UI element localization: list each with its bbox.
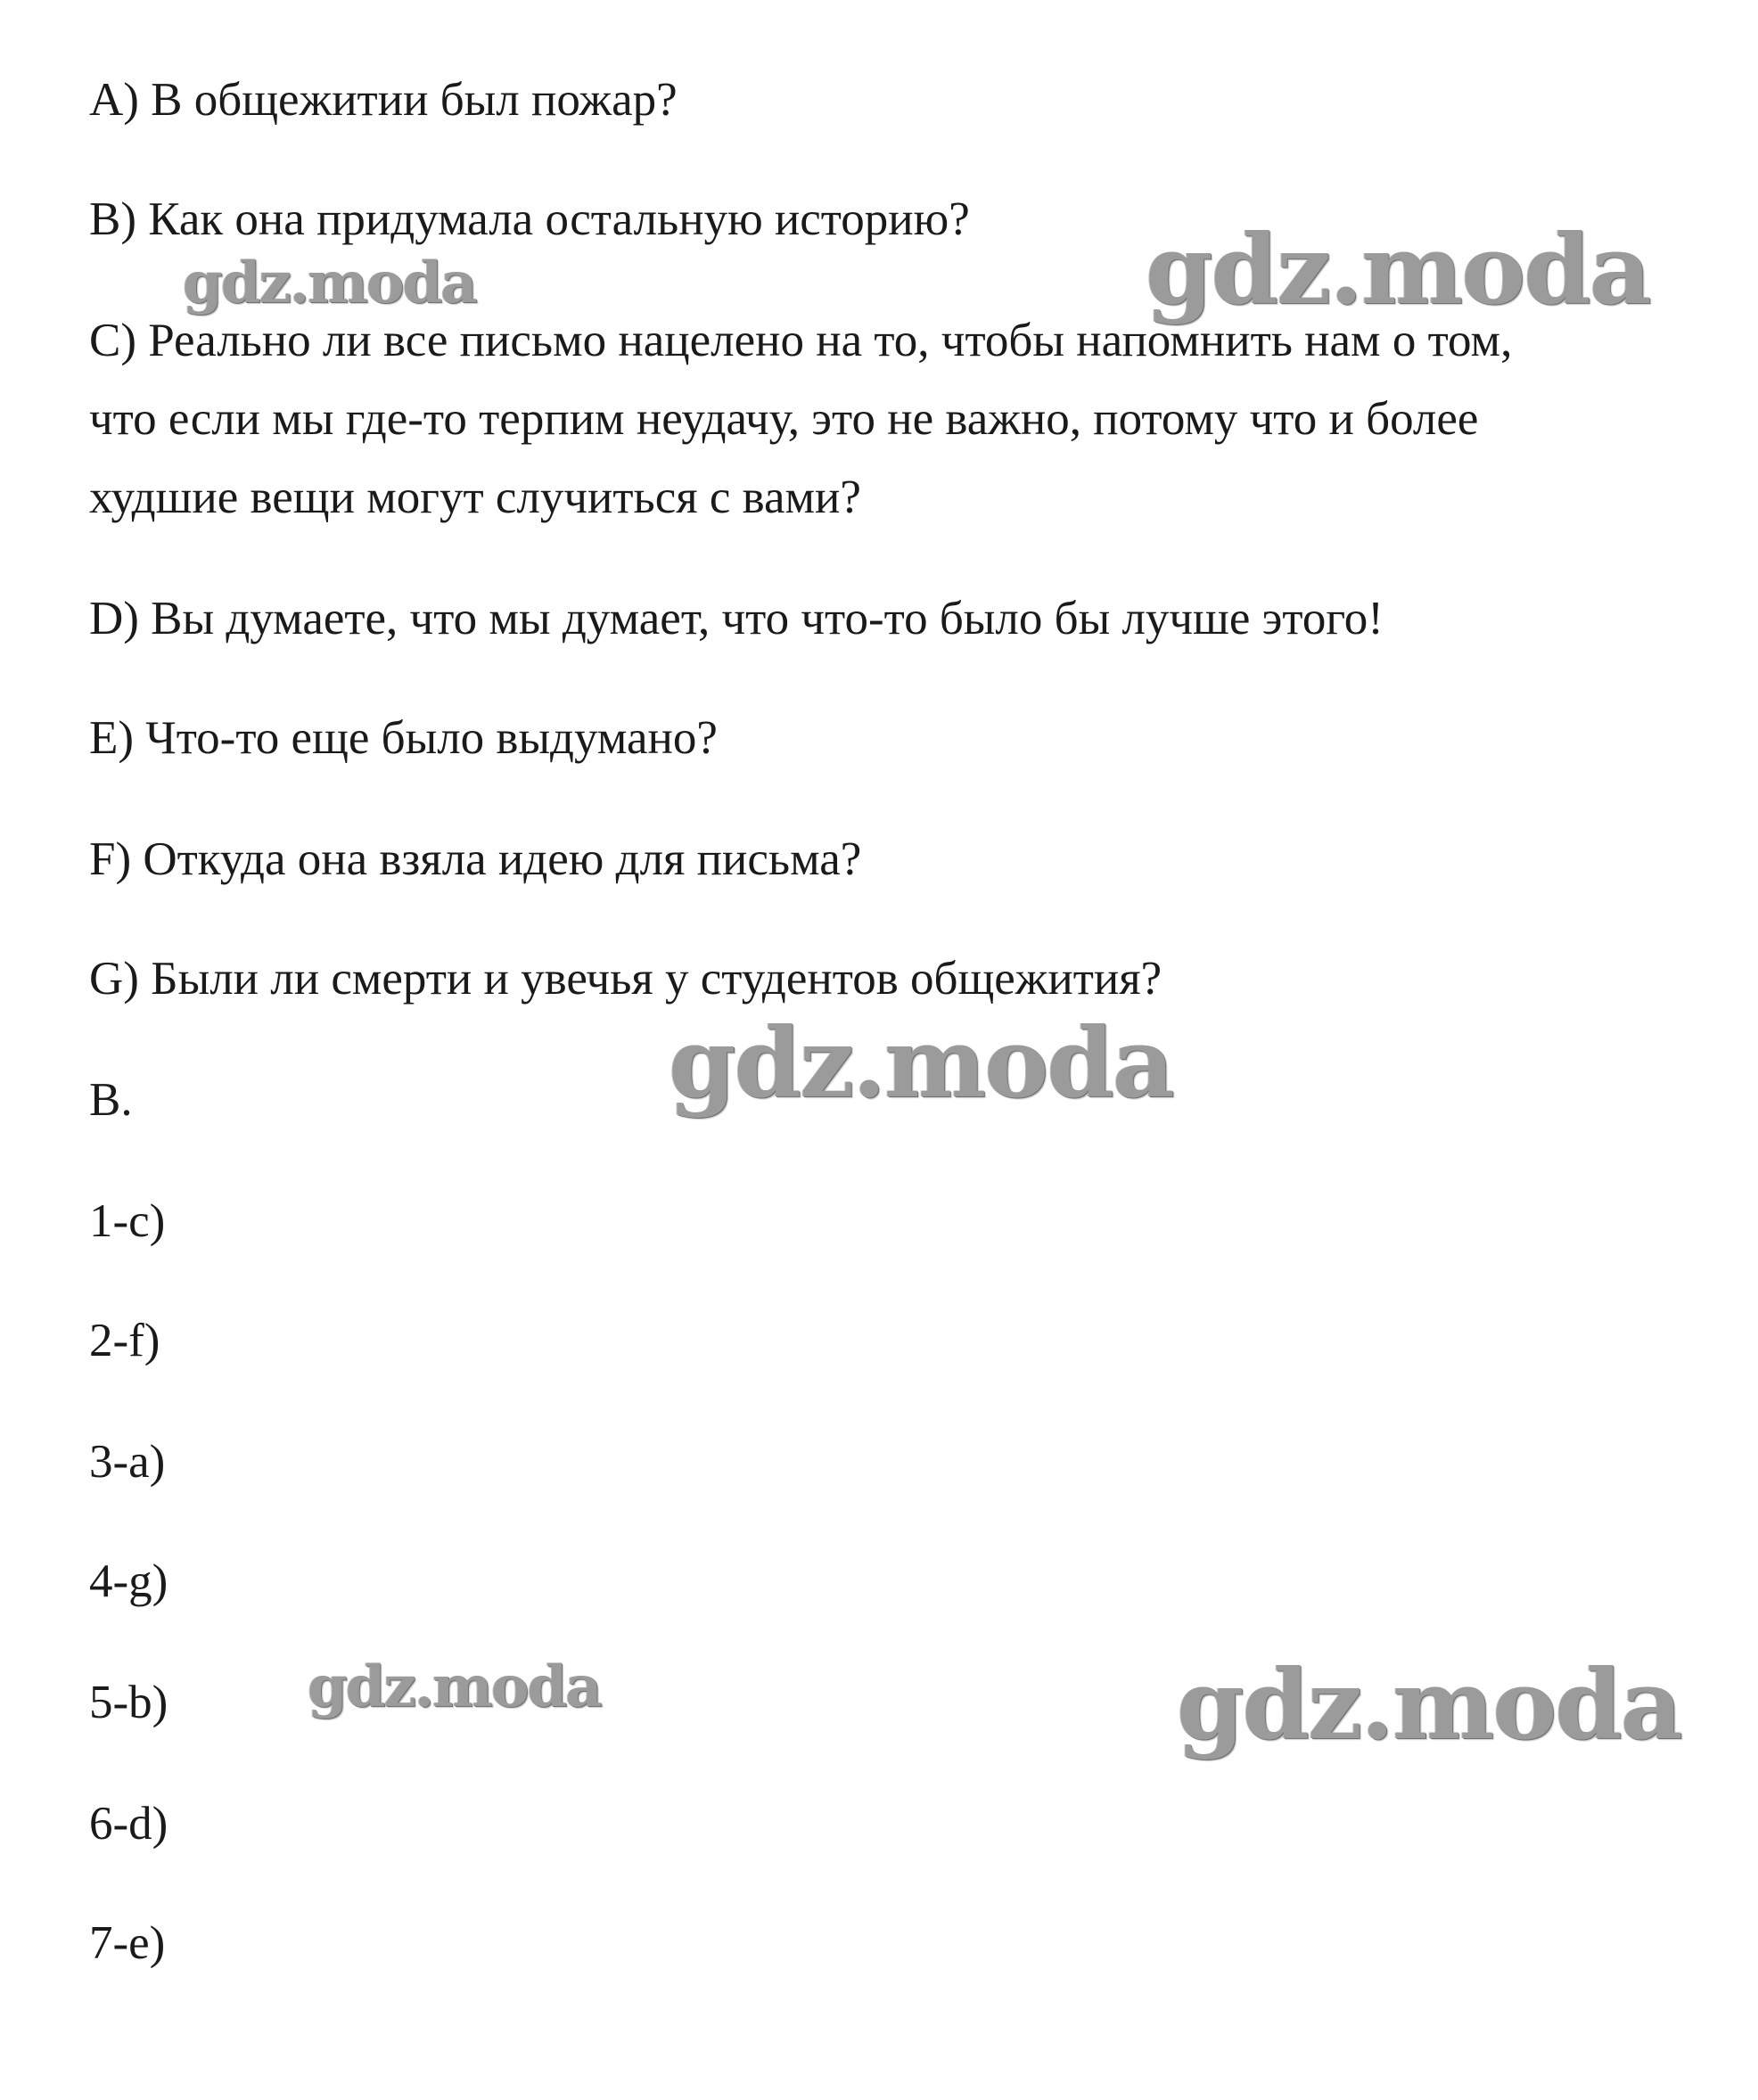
watermark-logo: gdz.moda [1146, 214, 1650, 326]
watermark-logo: gdz.moda [308, 1653, 601, 1720]
watermark-logo: gdz.moda [1177, 1649, 1681, 1761]
answer-item: 5-b) [89, 1677, 168, 1728]
question-c-line-1: C) Реально ли все письмо нацелено на то, чтобы напомнить нам о том, [89, 315, 1513, 366]
answer-item: 4-g) [89, 1555, 168, 1607]
answer-item: 2-f) [89, 1315, 160, 1366]
section-b-heading: B. [89, 1074, 133, 1126]
question-b: B) Как она придумала остальную историю? [89, 193, 970, 245]
question-d: D) Вы думаете, что мы думает, что что-то было бы лучше этого! [89, 593, 1384, 644]
watermark-logo: gdz.moda [183, 250, 476, 316]
question-f: F) Откуда она взяла идею для письма? [89, 833, 862, 885]
watermark-logo: gdz.moda [669, 1007, 1173, 1120]
answer-item: 6-d) [89, 1798, 168, 1850]
answer-item: 7-e) [89, 1917, 166, 1969]
question-c-line-2: что если мы где-то терпим неудачу, это не важно, потому что и более [89, 393, 1479, 445]
question-a: A) В общежитии был пожар? [89, 74, 678, 126]
question-c-line-3: худшие вещи могут случиться с вами? [89, 472, 861, 523]
question-e: E) Что-то еще было выдумано? [89, 712, 718, 764]
answer-item: 1-c) [89, 1195, 166, 1247]
question-g: G) Были ли смерти и увечья у студентов общежития? [89, 953, 1162, 1005]
answer-item: 3-a) [89, 1436, 166, 1488]
